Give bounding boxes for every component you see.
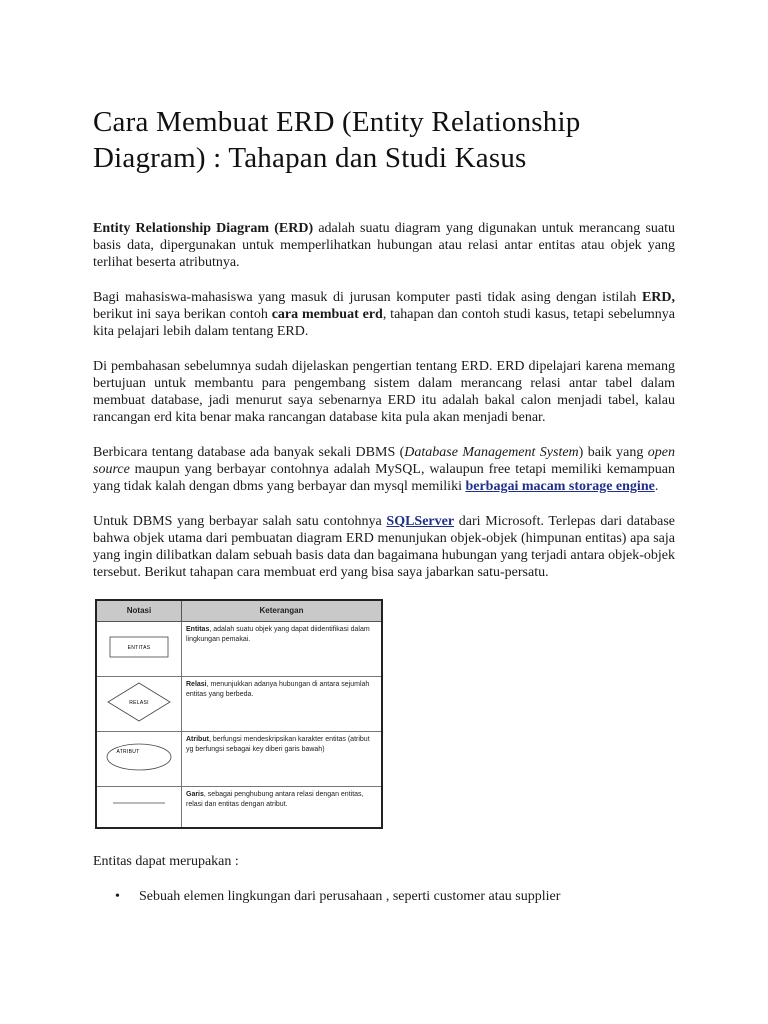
- notation-cell: [96, 787, 182, 829]
- list-item: [115, 888, 675, 905]
- table-header-keterangan: Keterangan: [182, 600, 383, 622]
- relation-diamond-icon: [107, 682, 171, 722]
- intro-bold-cara: cara membuat erd: [271, 307, 383, 322]
- paragraph-erd-definition: [93, 220, 675, 271]
- paragraph-intro: [93, 289, 675, 340]
- description-cell: [182, 787, 383, 829]
- intro-text-3: , tahapan dan contoh studi kasus, tetapi sebelumnya kita pelajari lebih dalam tentang ERD.: [93, 307, 675, 339]
- table-row: [96, 677, 382, 732]
- dbms-text-2: ) baik yang: [578, 445, 648, 460]
- notation-cell: [96, 677, 182, 732]
- table-row: [96, 622, 382, 677]
- intro-text-2: berikut ini saya berikan contoh: [93, 307, 272, 322]
- paragraph-erd-purpose: Di pembahasan sebelumnya sudah dijelaskan pengertian tentang ERD. ERD dipelajari karena memang bertujuan untuk membantu para pengembang sistem dalam merancang relasi antar tabel dalam membuat database, jadi menurut saya sebenarnya ERD itu adalah bakal calon menjadi tabel, kalau rancangan erd kita benar maka rancangan database kita pula akan menjadi benar.: [93, 359, 675, 425]
- notation-term: Atribut: [186, 736, 209, 743]
- notation-term: Entitas: [186, 626, 210, 633]
- dbms-text-3: maupun yang berbayar contohnya adalah MySQL, walaupun free tetapi memiliki kemampuan yang tidak kalah dengan dbms yang berbayar dan mysql memiliki: [93, 462, 675, 494]
- erd-definition-text: adalah suatu diagram yang digunakan untuk merancang suatu basis data, dipergunakan untuk memperlihatkan hubungan atau relasi antar entitas atau objek yang terlihat beserta atributnya.: [93, 221, 675, 270]
- sqlserver-text-1: Untuk DBMS yang berbayar salah satu contohnya: [93, 514, 387, 529]
- notation-term: Garis: [186, 791, 204, 798]
- list-item-text: Sebuah elemen lingkungan dari perusahaan , seperti customer atau supplier: [139, 889, 561, 904]
- description-cell: [182, 622, 383, 677]
- attribute-ellipse-icon: [106, 742, 172, 772]
- intro-bold-erd: ERD,: [641, 290, 675, 305]
- document-title: Cara Membuat ERD (Entity Relationship Diagram) : Tahapan dan Studi Kasus: [93, 106, 581, 174]
- line-connector-icon: [111, 800, 167, 810]
- shape-label: ATRIBUT: [116, 749, 140, 755]
- description-cell: [182, 732, 383, 787]
- table-row: [96, 732, 382, 787]
- paragraph-sqlserver: [93, 513, 675, 581]
- table-header-notasi: Notasi: [96, 600, 182, 622]
- notation-cell: [96, 732, 182, 787]
- shape-label: RELASI: [129, 700, 149, 706]
- paragraph-entitas-intro: Entitas dapat merupakan :: [93, 854, 239, 869]
- sqlserver-link[interactable]: SQLServer: [386, 514, 455, 529]
- shape-label: ENTITAS: [127, 645, 151, 651]
- sqlserver-text-2: dari Microsoft. Terlepas dari database bahwa objek utama dari pembuatan diagram ERD menunjukan objek-objek (himpunan entitas) apa saja yang ingin dilibatkan dalam sebuah basis data dan bagaimana hubungan yang terjadi antara objek-objek tersebut. Berikut tahapan cara membuat erd yang bisa saya jabarkan satu-persatu.: [93, 514, 675, 580]
- notation-term: Relasi: [186, 681, 207, 688]
- notation-desc: , sebagai penghubung antara relasi dengan entitas, relasi dan entitas dengan atribut.: [186, 791, 364, 808]
- entity-rectangle-icon: [109, 636, 169, 658]
- notation-desc: , adalah suatu objek yang dapat diidentifikasi dalam lingkungan pemakai.: [186, 626, 370, 643]
- notation-cell: [96, 622, 182, 677]
- paragraph-dbms: [93, 444, 675, 495]
- dbms-text-1: Berbicara tentang database ada banyak sekali DBMS (: [93, 445, 405, 460]
- erd-notation-table: [95, 599, 383, 829]
- table-header-row: [96, 600, 382, 622]
- intro-text-1: Bagi mahasiswa-mahasiswa yang masuk di jurusan komputer pasti tidak asing dengan istilah: [93, 290, 642, 305]
- erd-term: Entity Relationship Diagram (ERD): [93, 221, 314, 236]
- dbms-italic-1: Database Management System: [404, 445, 579, 460]
- storage-engine-link[interactable]: berbagai macam storage engine: [465, 479, 655, 494]
- dbms-italic-2: open source: [93, 445, 675, 477]
- dbms-text-4: .: [654, 479, 659, 494]
- document-page: [93, 104, 675, 905]
- bullet-icon: •: [115, 889, 120, 904]
- notation-desc: , berfungsi mendeskripsikan karakter entitas (atribut yg berfungsi sebagai key diberi garis bawah): [186, 736, 370, 753]
- entitas-list: [93, 888, 675, 905]
- notation-desc: , menunjukkan adanya hubungan di antara sejumlah entitas yang berbeda.: [186, 681, 370, 698]
- table-row: [96, 787, 382, 829]
- description-cell: [182, 677, 383, 732]
